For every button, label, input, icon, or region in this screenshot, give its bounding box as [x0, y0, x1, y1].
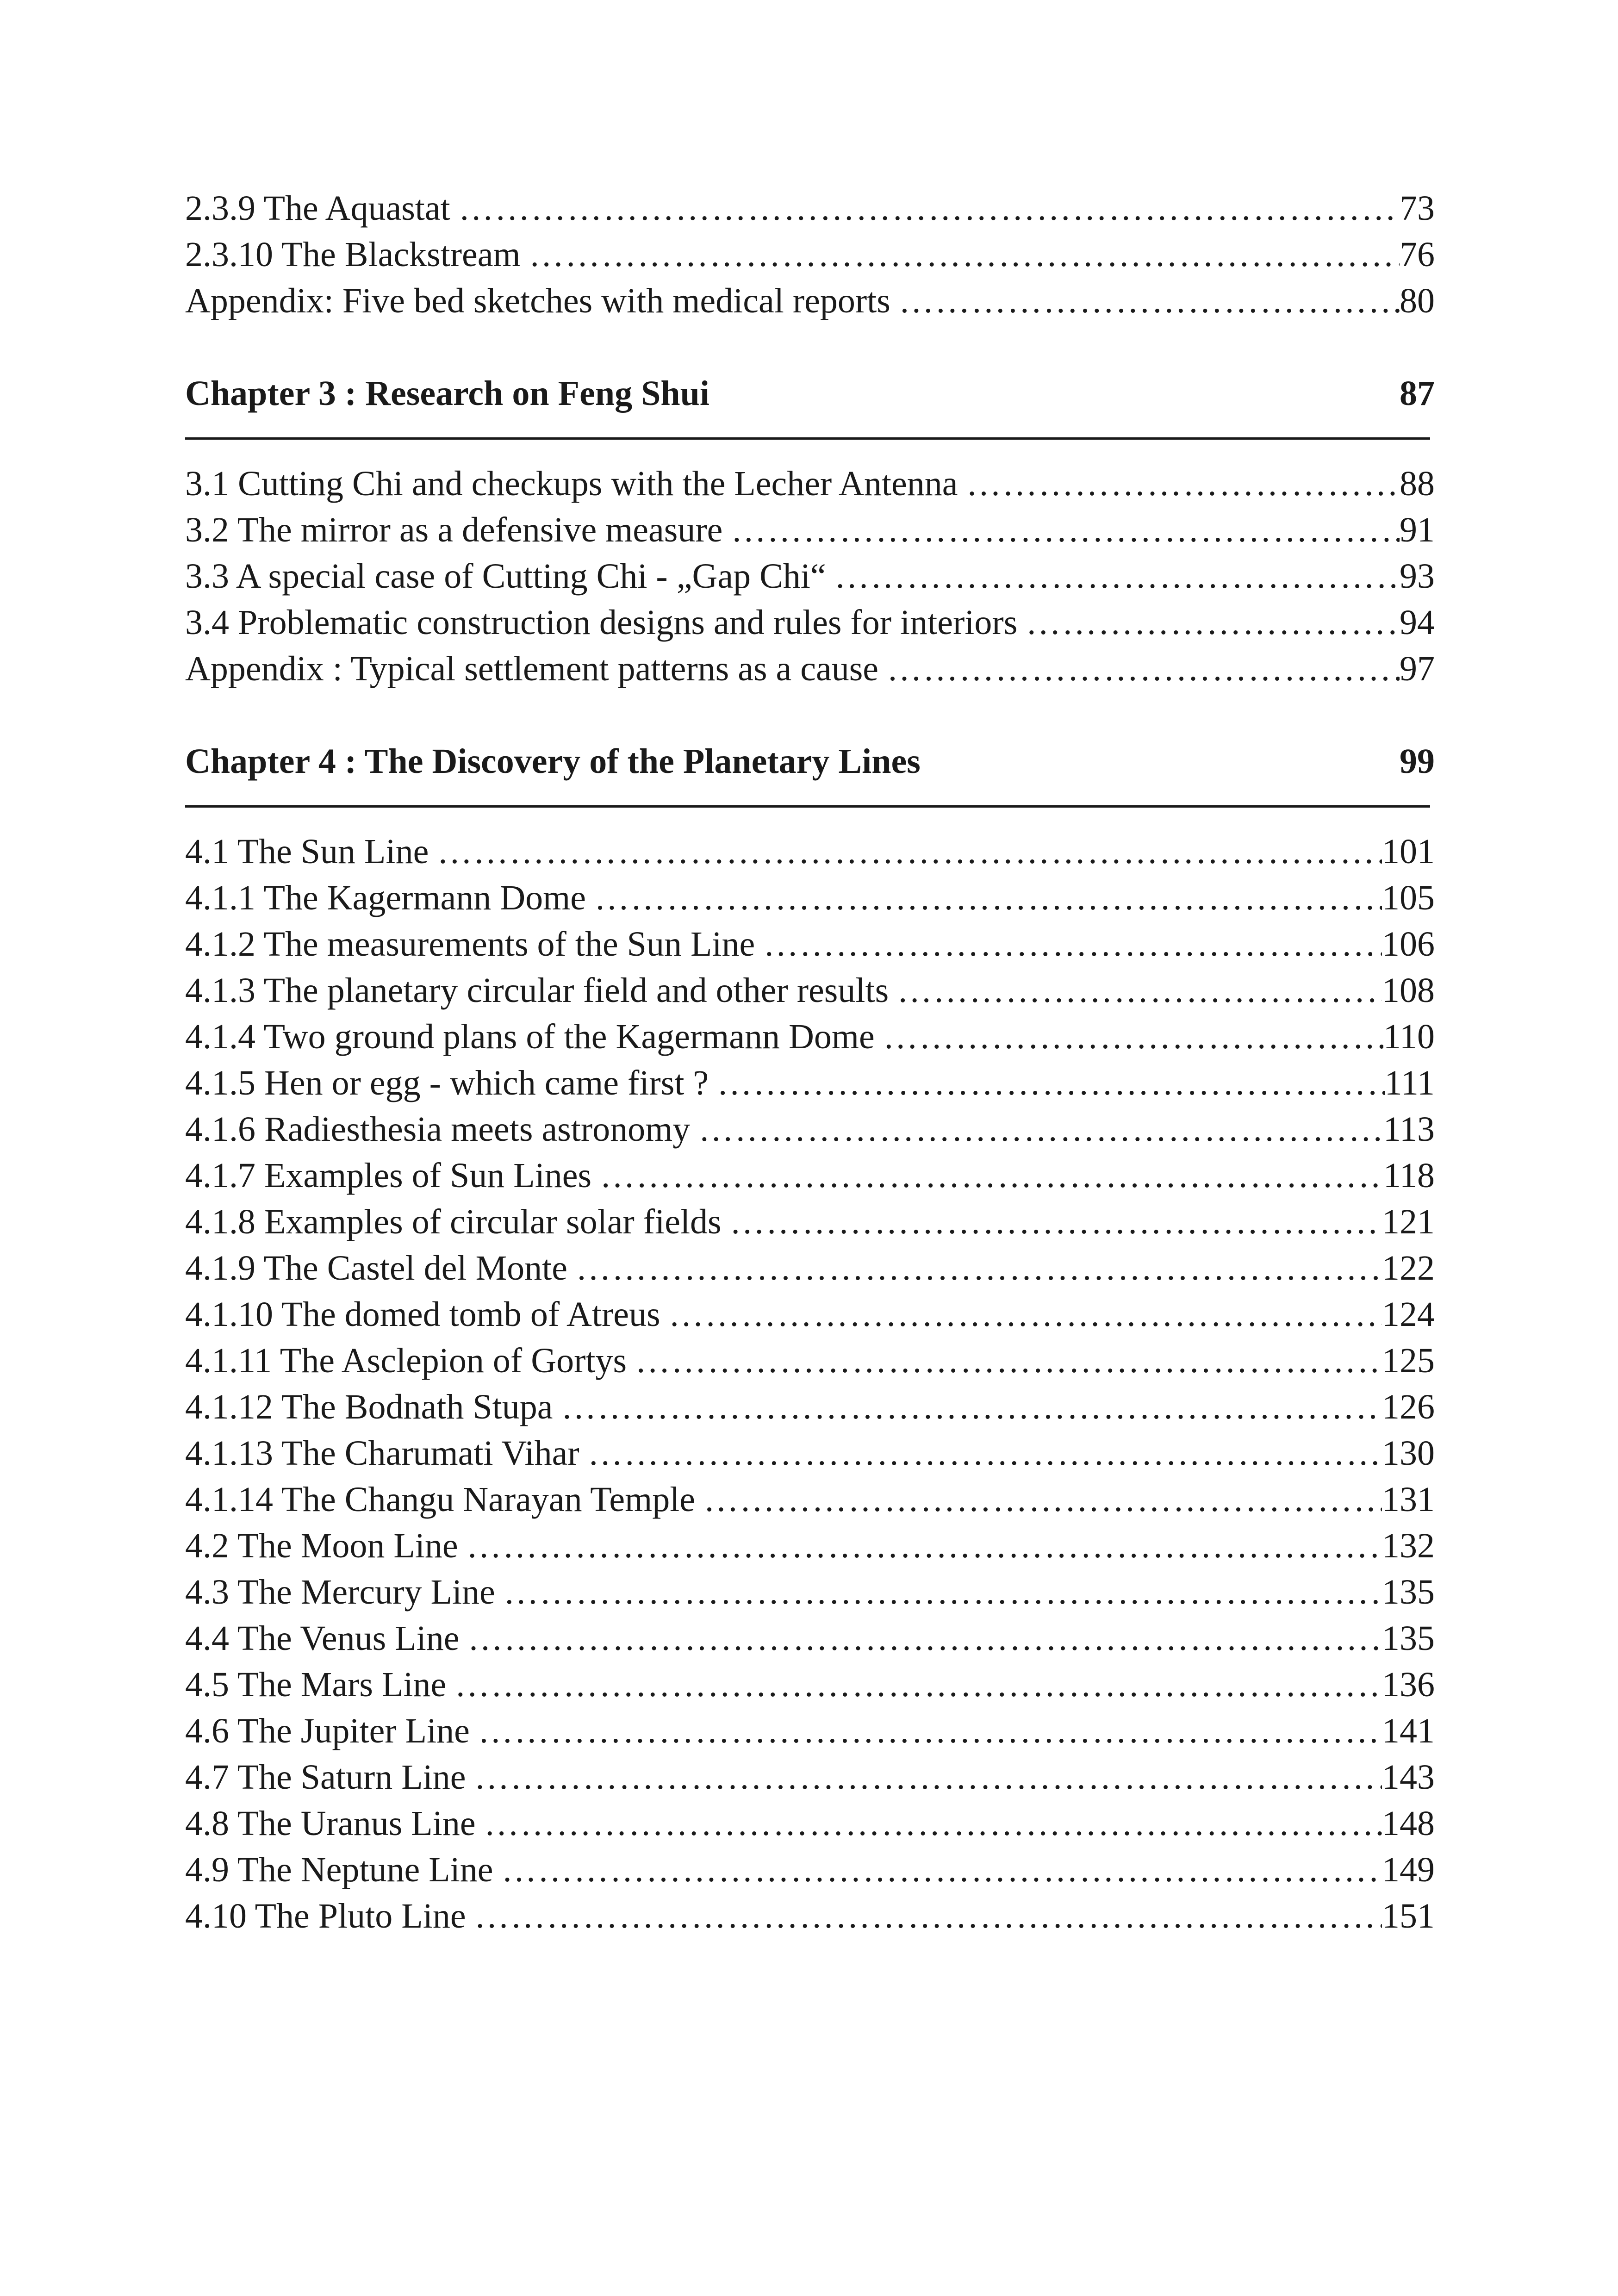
toc-section-top	[185, 185, 1435, 324]
dot-leader	[553, 1384, 1382, 1430]
dot-leader	[591, 1152, 1383, 1199]
dot-leader	[660, 1291, 1382, 1338]
toc-entry-title: 4.1.6 Radiesthesia meets astronomy	[185, 1110, 691, 1149]
toc-entry-page: 143	[1382, 1758, 1435, 1797]
dot-leader	[446, 1661, 1382, 1708]
dot-leader	[495, 1569, 1382, 1615]
toc-entry	[185, 1569, 1435, 1615]
dot-leader	[722, 507, 1400, 553]
toc-entry	[185, 1430, 1435, 1476]
chapter-heading	[185, 738, 1435, 784]
dot-leader	[466, 1754, 1382, 1800]
toc-entry-page: 88	[1400, 464, 1435, 503]
toc-entry	[185, 646, 1435, 692]
toc-entry-page: 124	[1382, 1295, 1435, 1334]
toc-entry-page: 91	[1400, 510, 1435, 549]
toc-entry-title: 4.4 The Venus Line	[185, 1619, 460, 1658]
toc-entry	[185, 1384, 1435, 1430]
toc-entry	[185, 921, 1435, 967]
toc-entry-page: 93	[1400, 557, 1435, 596]
toc-entry-page: 149	[1382, 1850, 1435, 1889]
toc-entry	[185, 1060, 1435, 1106]
dot-leader	[458, 1523, 1382, 1569]
toc-entry-title: 4.1.11 The Asclepion of Gortys	[185, 1341, 627, 1380]
toc-entry-page: 132	[1382, 1526, 1435, 1565]
toc-entry	[185, 1245, 1435, 1291]
toc-entry	[185, 507, 1435, 553]
toc-entry	[185, 1708, 1435, 1754]
toc-entry-page: 73	[1400, 189, 1435, 228]
toc-entry-page: 105	[1382, 878, 1435, 917]
toc-entry-page: 113	[1383, 1110, 1435, 1149]
dot-leader	[627, 1338, 1382, 1384]
toc-entry-page: 148	[1382, 1804, 1435, 1843]
table-of-contents	[185, 185, 1435, 1939]
toc-entry-title: 4.1.2 The measurements of the Sun Line	[185, 925, 755, 964]
dot-leader	[890, 278, 1400, 324]
toc-entry-page: 94	[1400, 603, 1435, 642]
dot-leader	[521, 231, 1400, 278]
toc-entry-page: 122	[1382, 1249, 1435, 1288]
toc-entry-title: 4.1.1 The Kagermann Dome	[185, 878, 586, 917]
toc-entry-title: 4.6 The Jupiter Line	[185, 1711, 470, 1750]
dot-leader	[470, 1708, 1382, 1754]
toc-entry	[185, 1106, 1435, 1152]
toc-entry	[185, 1615, 1435, 1661]
toc-entry-page: 108	[1382, 971, 1435, 1010]
dot-leader	[476, 1800, 1382, 1847]
dot-leader	[875, 1014, 1383, 1060]
toc-entry-title: 4.1.10 The domed tomb of Atreus	[185, 1295, 660, 1334]
toc-entry-title: 4.1 The Sun Line	[185, 832, 429, 871]
toc-entry-title: 4.1.7 Examples of Sun Lines	[185, 1156, 592, 1195]
toc-entry	[185, 1152, 1435, 1199]
dot-leader	[878, 646, 1400, 692]
toc-entry	[185, 1847, 1435, 1893]
toc-entry-title: 4.10 The Pluto Line	[185, 1897, 466, 1935]
toc-entry-title: 4.1.9 The Castel del Monte	[185, 1249, 568, 1288]
toc-entry-page: 126	[1382, 1388, 1435, 1426]
toc-entry	[185, 875, 1435, 921]
toc-entry-title: 4.5 The Mars Line	[185, 1665, 447, 1704]
toc-entry-title: 2.3.10 The Blackstream	[185, 235, 521, 274]
dot-leader	[958, 460, 1400, 507]
toc-entry-title: 4.1.14 The Changu Narayan Temple	[185, 1480, 696, 1519]
chapter-divider	[185, 805, 1430, 808]
toc-entry	[185, 599, 1435, 646]
chapter-title: Chapter 4 : The Discovery of the Planetary Lines	[185, 742, 921, 781]
toc-entry-page: 110	[1383, 1017, 1435, 1056]
dot-leader	[579, 1430, 1382, 1476]
toc-entry-title: Appendix : Typical settlement patterns as a cause	[185, 649, 879, 688]
toc-entry	[185, 1893, 1435, 1939]
chapter-divider	[185, 437, 1430, 440]
toc-entry-title: 4.1.12 The Bodnath Stupa	[185, 1388, 553, 1426]
toc-entry	[185, 185, 1435, 231]
dot-leader	[466, 1893, 1382, 1939]
toc-entry-title: 4.2 The Moon Line	[185, 1526, 458, 1565]
dot-leader	[1017, 599, 1400, 646]
toc-entry-page: 125	[1382, 1341, 1435, 1380]
toc-entry-title: 4.1.4 Two ground plans of the Kagermann Dome	[185, 1017, 875, 1056]
toc-entry-page: 131	[1382, 1480, 1435, 1519]
chapter-page: 87	[1400, 374, 1435, 413]
toc-entry	[185, 460, 1435, 507]
toc-entry-title: 2.3.9 The Aquastat	[185, 189, 450, 228]
toc-entry	[185, 1199, 1435, 1245]
chapter-title: Chapter 3 : Research on Feng Shui	[185, 374, 710, 413]
toc-entry-title: 4.9 The Neptune Line	[185, 1850, 493, 1889]
toc-entry	[185, 278, 1435, 324]
dot-leader	[586, 875, 1382, 921]
toc-entry	[185, 1014, 1435, 1060]
dot-leader	[690, 1106, 1383, 1152]
toc-entry	[185, 1523, 1435, 1569]
toc-entry-page: 76	[1400, 235, 1435, 274]
dot-leader	[826, 553, 1400, 599]
toc-entry	[185, 967, 1435, 1014]
toc-entry-title: 4.1.5 Hen or egg - which came first ?	[185, 1064, 709, 1102]
toc-entry	[185, 828, 1435, 875]
toc-entry-title: 4.1.3 The planetary circular field and other results	[185, 971, 889, 1010]
toc-entry-page: 121	[1382, 1202, 1435, 1241]
toc-entry	[185, 1476, 1435, 1523]
dot-leader	[429, 828, 1382, 875]
toc-entry-title: 3.4 Problematic construction designs and rules for interiors	[185, 603, 1018, 642]
dot-leader	[889, 967, 1382, 1014]
chapter-heading	[185, 370, 1435, 417]
toc-entry-page: 151	[1382, 1897, 1435, 1935]
toc-entry-title: 3.2 The mirror as a defensive measure	[185, 510, 723, 549]
toc-entry-title: Appendix: Five bed sketches with medical reports	[185, 281, 890, 320]
dot-leader	[709, 1060, 1384, 1106]
toc-entry	[185, 1661, 1435, 1708]
dot-leader	[755, 921, 1382, 967]
dot-leader	[450, 185, 1400, 231]
dot-leader	[459, 1615, 1382, 1661]
dot-leader	[722, 1199, 1382, 1245]
toc-entry	[185, 1800, 1435, 1847]
toc-entry-page: 97	[1400, 649, 1435, 688]
chapter-page: 99	[1400, 742, 1435, 781]
toc-entry-title: 3.1 Cutting Chi and checkups with the Lecher Antenna	[185, 464, 958, 503]
toc-entry	[185, 553, 1435, 599]
toc-entry-page: 111	[1384, 1064, 1435, 1102]
dot-leader	[567, 1245, 1382, 1291]
toc-entry-page: 118	[1383, 1156, 1435, 1195]
toc-section-chapter3	[185, 460, 1435, 692]
toc-entry-page: 136	[1382, 1665, 1435, 1704]
dot-leader	[493, 1847, 1382, 1893]
toc-entry-page: 80	[1400, 281, 1435, 320]
toc-entry-page: 130	[1382, 1434, 1435, 1473]
toc-entry-page: 106	[1382, 925, 1435, 964]
toc-section-chapter4	[185, 828, 1435, 1939]
toc-entry-title: 4.3 The Mercury Line	[185, 1573, 495, 1612]
toc-entry	[185, 231, 1435, 278]
toc-entry-page: 101	[1382, 832, 1435, 871]
toc-entry	[185, 1338, 1435, 1384]
dot-leader	[695, 1476, 1382, 1523]
toc-entry-page: 135	[1382, 1573, 1435, 1612]
toc-entry-page: 141	[1382, 1711, 1435, 1750]
toc-entry-title: 4.1.8 Examples of circular solar fields	[185, 1202, 722, 1241]
toc-entry-title: 4.8 The Uranus Line	[185, 1804, 476, 1843]
toc-entry-title: 4.7 The Saturn Line	[185, 1758, 466, 1797]
toc-entry-title: 3.3 A special case of Cutting Chi - „Gap Chi“	[185, 557, 826, 596]
toc-entry-page: 135	[1382, 1619, 1435, 1658]
toc-entry-title: 4.1.13 The Charumati Vihar	[185, 1434, 579, 1473]
toc-entry	[185, 1291, 1435, 1338]
toc-entry	[185, 1754, 1435, 1800]
